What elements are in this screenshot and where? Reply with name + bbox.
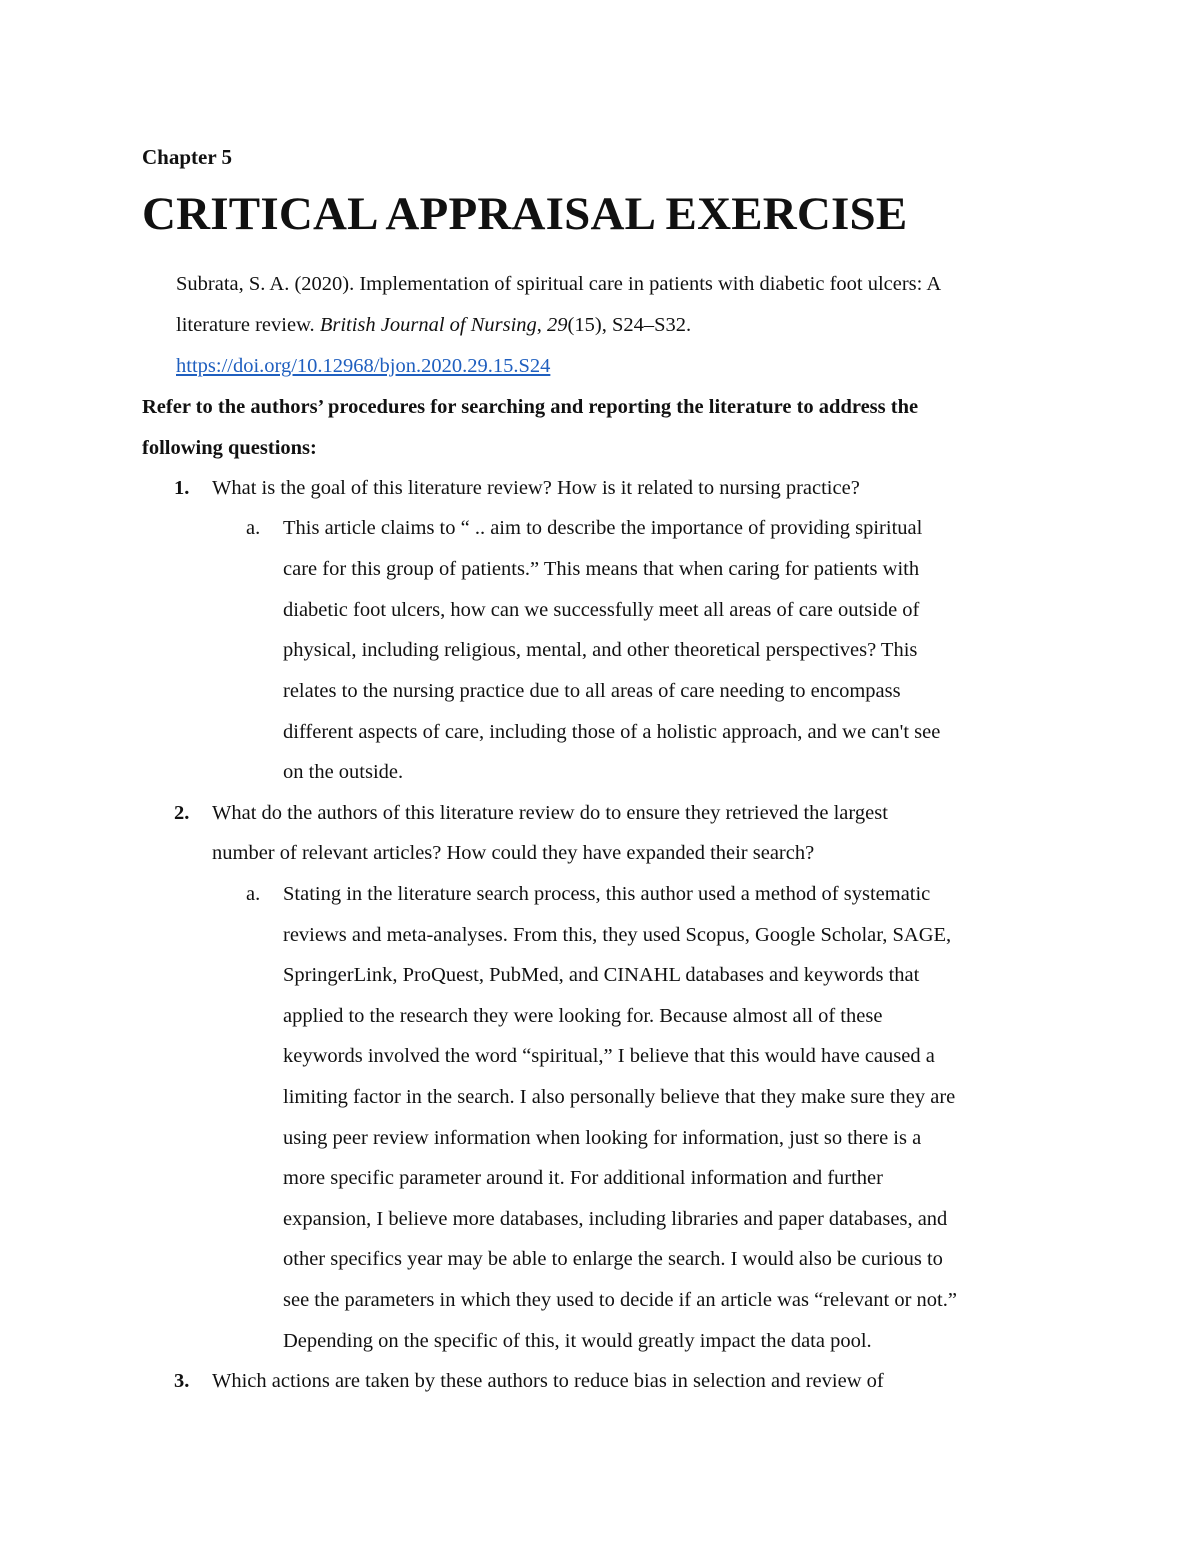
journal-volume: 29 (547, 314, 568, 336)
citation-text: literature review. (176, 314, 320, 336)
question-number: 1. (174, 477, 190, 499)
answer-line: care for this group of patients.” This means that when caring for patients with (283, 558, 920, 580)
question-line: Which actions are taken by these authors to reduce bias in selection and review of (212, 1370, 884, 1392)
answer-line: This article claims to “ .. aim to describe the importance of providing spiritual (283, 517, 923, 539)
answer-line: expansion, I believe more databases, including libraries and paper databases, and (283, 1208, 948, 1230)
answer-line: on the outside. (283, 761, 404, 783)
answer-line: applied to the research they were looking for. Because almost all of these (283, 1005, 883, 1027)
question-number: 3. (174, 1370, 190, 1392)
answer-line: Depending on the specific of this, it would greatly impact the data pool. (283, 1330, 872, 1352)
doi-link[interactable]: https://doi.org/10.12968/bjon.2020.29.15.S24 (176, 355, 551, 377)
answer-letter: a. (246, 517, 261, 539)
question-line: number of relevant articles? How could they have expanded their search? (212, 842, 815, 864)
page-title: CRITICAL APPRAISAL EXERCISE (142, 188, 908, 240)
answer-line: keywords involved the word “spiritual,” I believe that this would have caused a (283, 1045, 935, 1067)
citation-line-2 (176, 311, 691, 339)
answer-line: more specific parameter around it. For additional information and further (283, 1167, 883, 1189)
answer-line: SpringerLink, ProQuest, PubMed, and CINAHL databases and keywords that (283, 964, 920, 986)
journal-name: British Journal of Nursing (319, 314, 537, 336)
citation-pages: (15), S24–S32. (567, 314, 692, 336)
question-line: What is the goal of this literature review? How is it related to nursing practice? (212, 477, 860, 499)
answer-line: using peer review information when looking for information, just so there is a (283, 1127, 922, 1149)
citation-separator: , (536, 314, 548, 336)
answer-letter: a. (246, 883, 261, 905)
answer-line: different aspects of care, including those of a holistic approach, and we can't see (283, 721, 941, 743)
answer-line: other specifics year may be able to enlarge the search. I would also be curious to (283, 1248, 943, 1270)
answer-line: see the parameters in which they used to decide if an article was “relevant or not.” (283, 1289, 957, 1311)
question-line: What do the authors of this literature review do to ensure they retrieved the largest (212, 802, 888, 824)
doi-line (176, 352, 550, 380)
instructions-line-1: Refer to the authors’ procedures for searching and reporting the literature to address the (142, 396, 919, 418)
answer-line: reviews and meta-analyses. From this, they used Scopus, Google Scholar, SAGE, (283, 924, 952, 946)
answer-line: Stating in the literature search process, this author used a method of systematic (283, 883, 931, 905)
answer-line: physical, including religious, mental, and other theoretical perspectives? This (283, 639, 918, 661)
chapter-label: Chapter 5 (142, 145, 233, 169)
answer-line: limiting factor in the search. I also personally believe that they make sure they are (283, 1086, 956, 1108)
question-number: 2. (174, 802, 190, 824)
citation-line-1: Subrata, S. A. (2020). Implementation of spiritual care in patients with diabetic foot ulcers: A (176, 273, 942, 295)
answer-line: diabetic foot ulcers, how can we successfully meet all areas of care outside of (283, 599, 920, 621)
answer-line: relates to the nursing practice due to all areas of care needing to encompass (283, 680, 901, 702)
instructions-line-2: following questions: (142, 437, 317, 459)
